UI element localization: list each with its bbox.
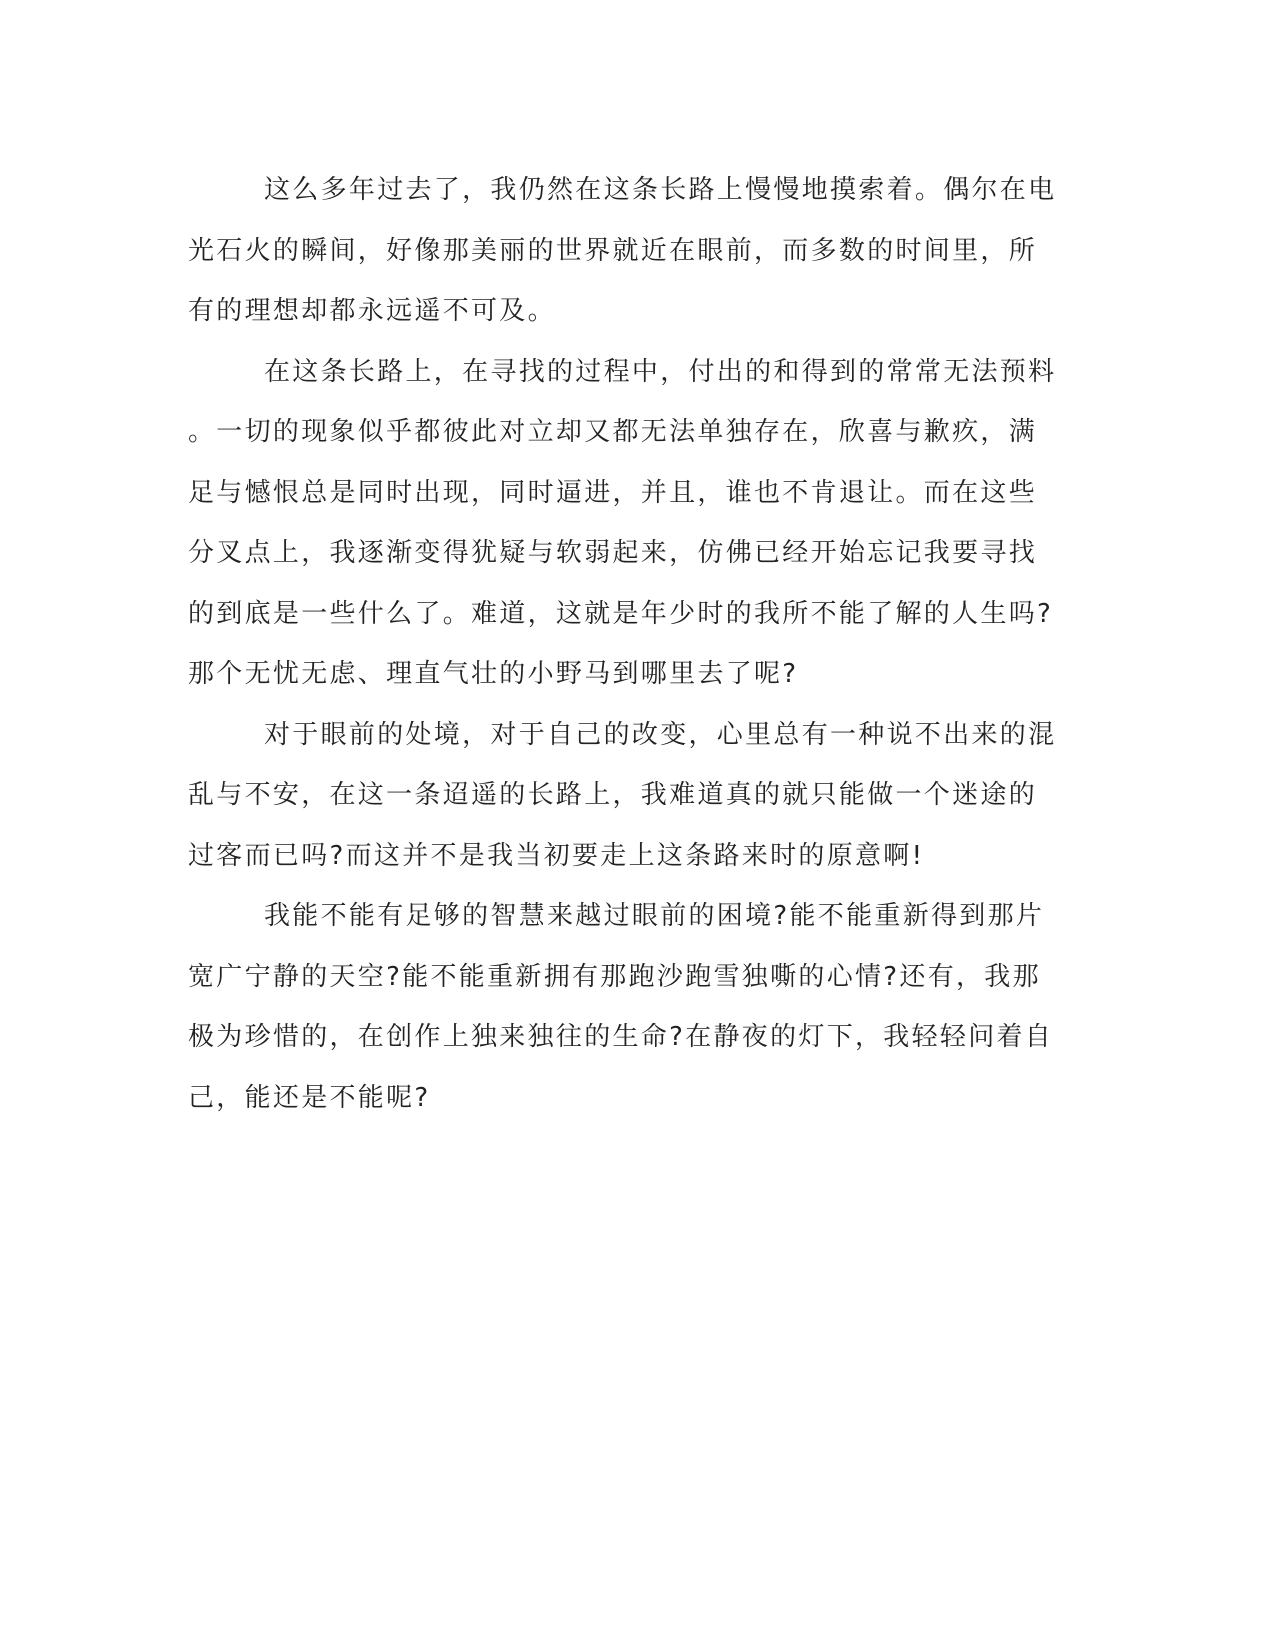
text-line: 极为珍惜的，在创作上独来独往的生命?在静夜的灯下，我轻轻问着自 bbox=[188, 1022, 1054, 1052]
text-line: 。一切的现象似乎都彼此对立却又都无法单独存在，欣喜与歉疚，满 bbox=[188, 417, 1038, 447]
paragraph-3 bbox=[188, 705, 1088, 887]
text-line: 我能不能有足够的智慧来越过眼前的困境?能不能重新得到那片 bbox=[264, 901, 1045, 931]
text-line: 过客而已吗?而这并不是我当初要走上这条路来时的原意啊! bbox=[188, 840, 925, 871]
text-line: 宽广宁静的天空?能不能重新拥有那跑沙跑雪独嘶的心情?还有，我那 bbox=[188, 961, 1041, 992]
paragraph-1 bbox=[188, 160, 1088, 342]
text-line: 光石火的瞬间，好像那美丽的世界就近在眼前，而多数的时间里，所 bbox=[188, 235, 1038, 266]
text-line: 对于眼前的处境，对于自己的改变，心里总有一种说不出来的混 bbox=[264, 719, 1057, 750]
text-line: 有的理想却都永远遥不可及。 bbox=[188, 296, 556, 326]
document-body bbox=[188, 160, 1088, 1128]
text-line: 足与憾恨总是同时出现，同时逼进，并且，谁也不肯退让。而在这些 bbox=[188, 477, 1038, 508]
paragraph-2 bbox=[188, 342, 1088, 705]
text-line: 分叉点上，我逐渐变得犹疑与软弱起来，仿佛已经开始忘记我要寻找 bbox=[188, 538, 1038, 568]
text-line: 在这条长路上，在寻找的过程中，付出的和得到的常常无法预料 bbox=[264, 356, 1057, 387]
text-line: 那个无忧无虑、理直气壮的小野马到哪里去了呢? bbox=[188, 659, 799, 689]
text-line: 的到底是一些什么了。难道，这就是年少时的我所不能了解的人生吗? bbox=[188, 598, 1054, 629]
text-line: 这么多年过去了，我仍然在这条长路上慢慢地摸索着。偶尔在电 bbox=[264, 175, 1057, 205]
text-line: 乱与不安，在这一条迢遥的长路上，我难道真的就只能做一个迷途的 bbox=[188, 780, 1038, 810]
paragraph-4 bbox=[188, 886, 1088, 1128]
text-line: 己，能还是不能呢? bbox=[188, 1082, 431, 1113]
